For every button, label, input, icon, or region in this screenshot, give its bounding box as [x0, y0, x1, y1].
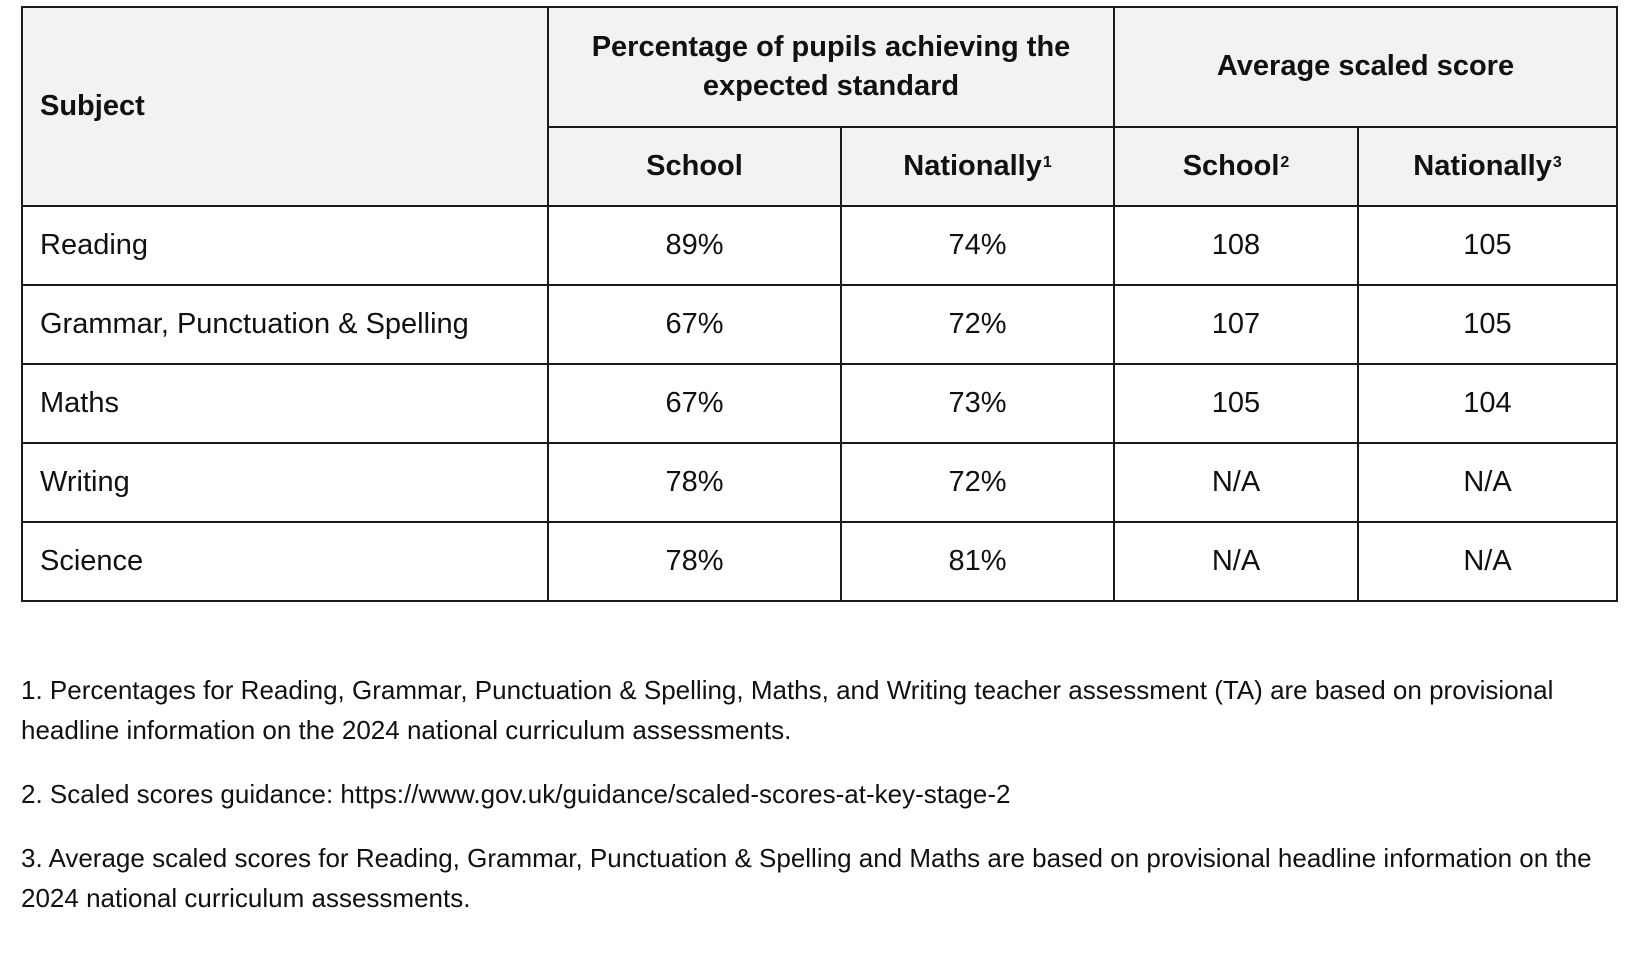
subject-cell: Writing [22, 443, 548, 522]
pct-school-cell: 78% [548, 443, 841, 522]
score-national-header [1358, 127, 1617, 206]
scaled-score-group-header: Average scaled score [1114, 7, 1617, 127]
footnote-3: 3. Average scaled scores for Reading, Grammar, Punctuation & Spelling and Maths are based on provisional headline information on the 2024 national curriculum assessments. [21, 843, 1592, 913]
pct-national-label: Nationally [903, 149, 1042, 182]
score-national-cell: 105 [1358, 285, 1617, 364]
pct-school-cell: 89% [548, 206, 841, 285]
score-school-cell: 107 [1114, 285, 1358, 364]
subject-cell: Reading [22, 206, 548, 285]
subject-cell: Maths [22, 364, 548, 443]
percentage-group-header: Percentage of pupils achieving the expected standard [548, 7, 1114, 127]
pct-school-header [548, 127, 841, 206]
pct-national-cell: 74% [841, 206, 1114, 285]
table-row [22, 522, 1617, 601]
subject-cell: Science [22, 522, 548, 601]
header-row-group [22, 7, 1617, 127]
score-national-cell: 104 [1358, 364, 1617, 443]
pct-school-label: School [646, 149, 743, 182]
score-school-cell: 108 [1114, 206, 1358, 285]
pct-national-header [841, 127, 1114, 206]
table-row [22, 285, 1617, 364]
score-school-cell: N/A [1114, 443, 1358, 522]
subject-header: Subject [22, 7, 548, 206]
footnote-ref-1: 1 [1042, 153, 1052, 171]
footnote-2: 2. Scaled scores guidance: https://www.gov.uk/guidance/scaled-scores-at-key-stage-2 [21, 779, 1011, 809]
footnote-ref-3: 3 [1552, 153, 1562, 171]
pct-school-cell: 67% [548, 364, 841, 443]
subject-cell: Grammar, Punctuation & Spelling [22, 285, 548, 364]
pct-school-cell: 78% [548, 522, 841, 601]
score-school-cell: 105 [1114, 364, 1358, 443]
score-national-cell: N/A [1358, 522, 1617, 601]
score-national-cell: 105 [1358, 206, 1617, 285]
results-table [21, 6, 1618, 602]
table-row [22, 443, 1617, 522]
score-school-header [1114, 127, 1358, 206]
pct-school-cell: 67% [548, 285, 841, 364]
footnotes [21, 670, 1611, 942]
score-national-cell: N/A [1358, 443, 1617, 522]
pct-national-cell: 81% [841, 522, 1114, 601]
table-row [22, 364, 1617, 443]
footnote-1: 1. Percentages for Reading, Grammar, Punctuation & Spelling, Maths, and Writing teacher assessment (TA) are based on provisional headline information on the 2024 national curriculum assessments. [21, 675, 1554, 745]
footnote-ref-2: 2 [1280, 153, 1290, 171]
score-school-cell: N/A [1114, 522, 1358, 601]
pct-national-cell: 73% [841, 364, 1114, 443]
table-row [22, 206, 1617, 285]
score-school-label: School [1182, 149, 1280, 182]
score-national-label: Nationally [1413, 149, 1552, 182]
pct-national-cell: 72% [841, 285, 1114, 364]
pct-national-cell: 72% [841, 443, 1114, 522]
